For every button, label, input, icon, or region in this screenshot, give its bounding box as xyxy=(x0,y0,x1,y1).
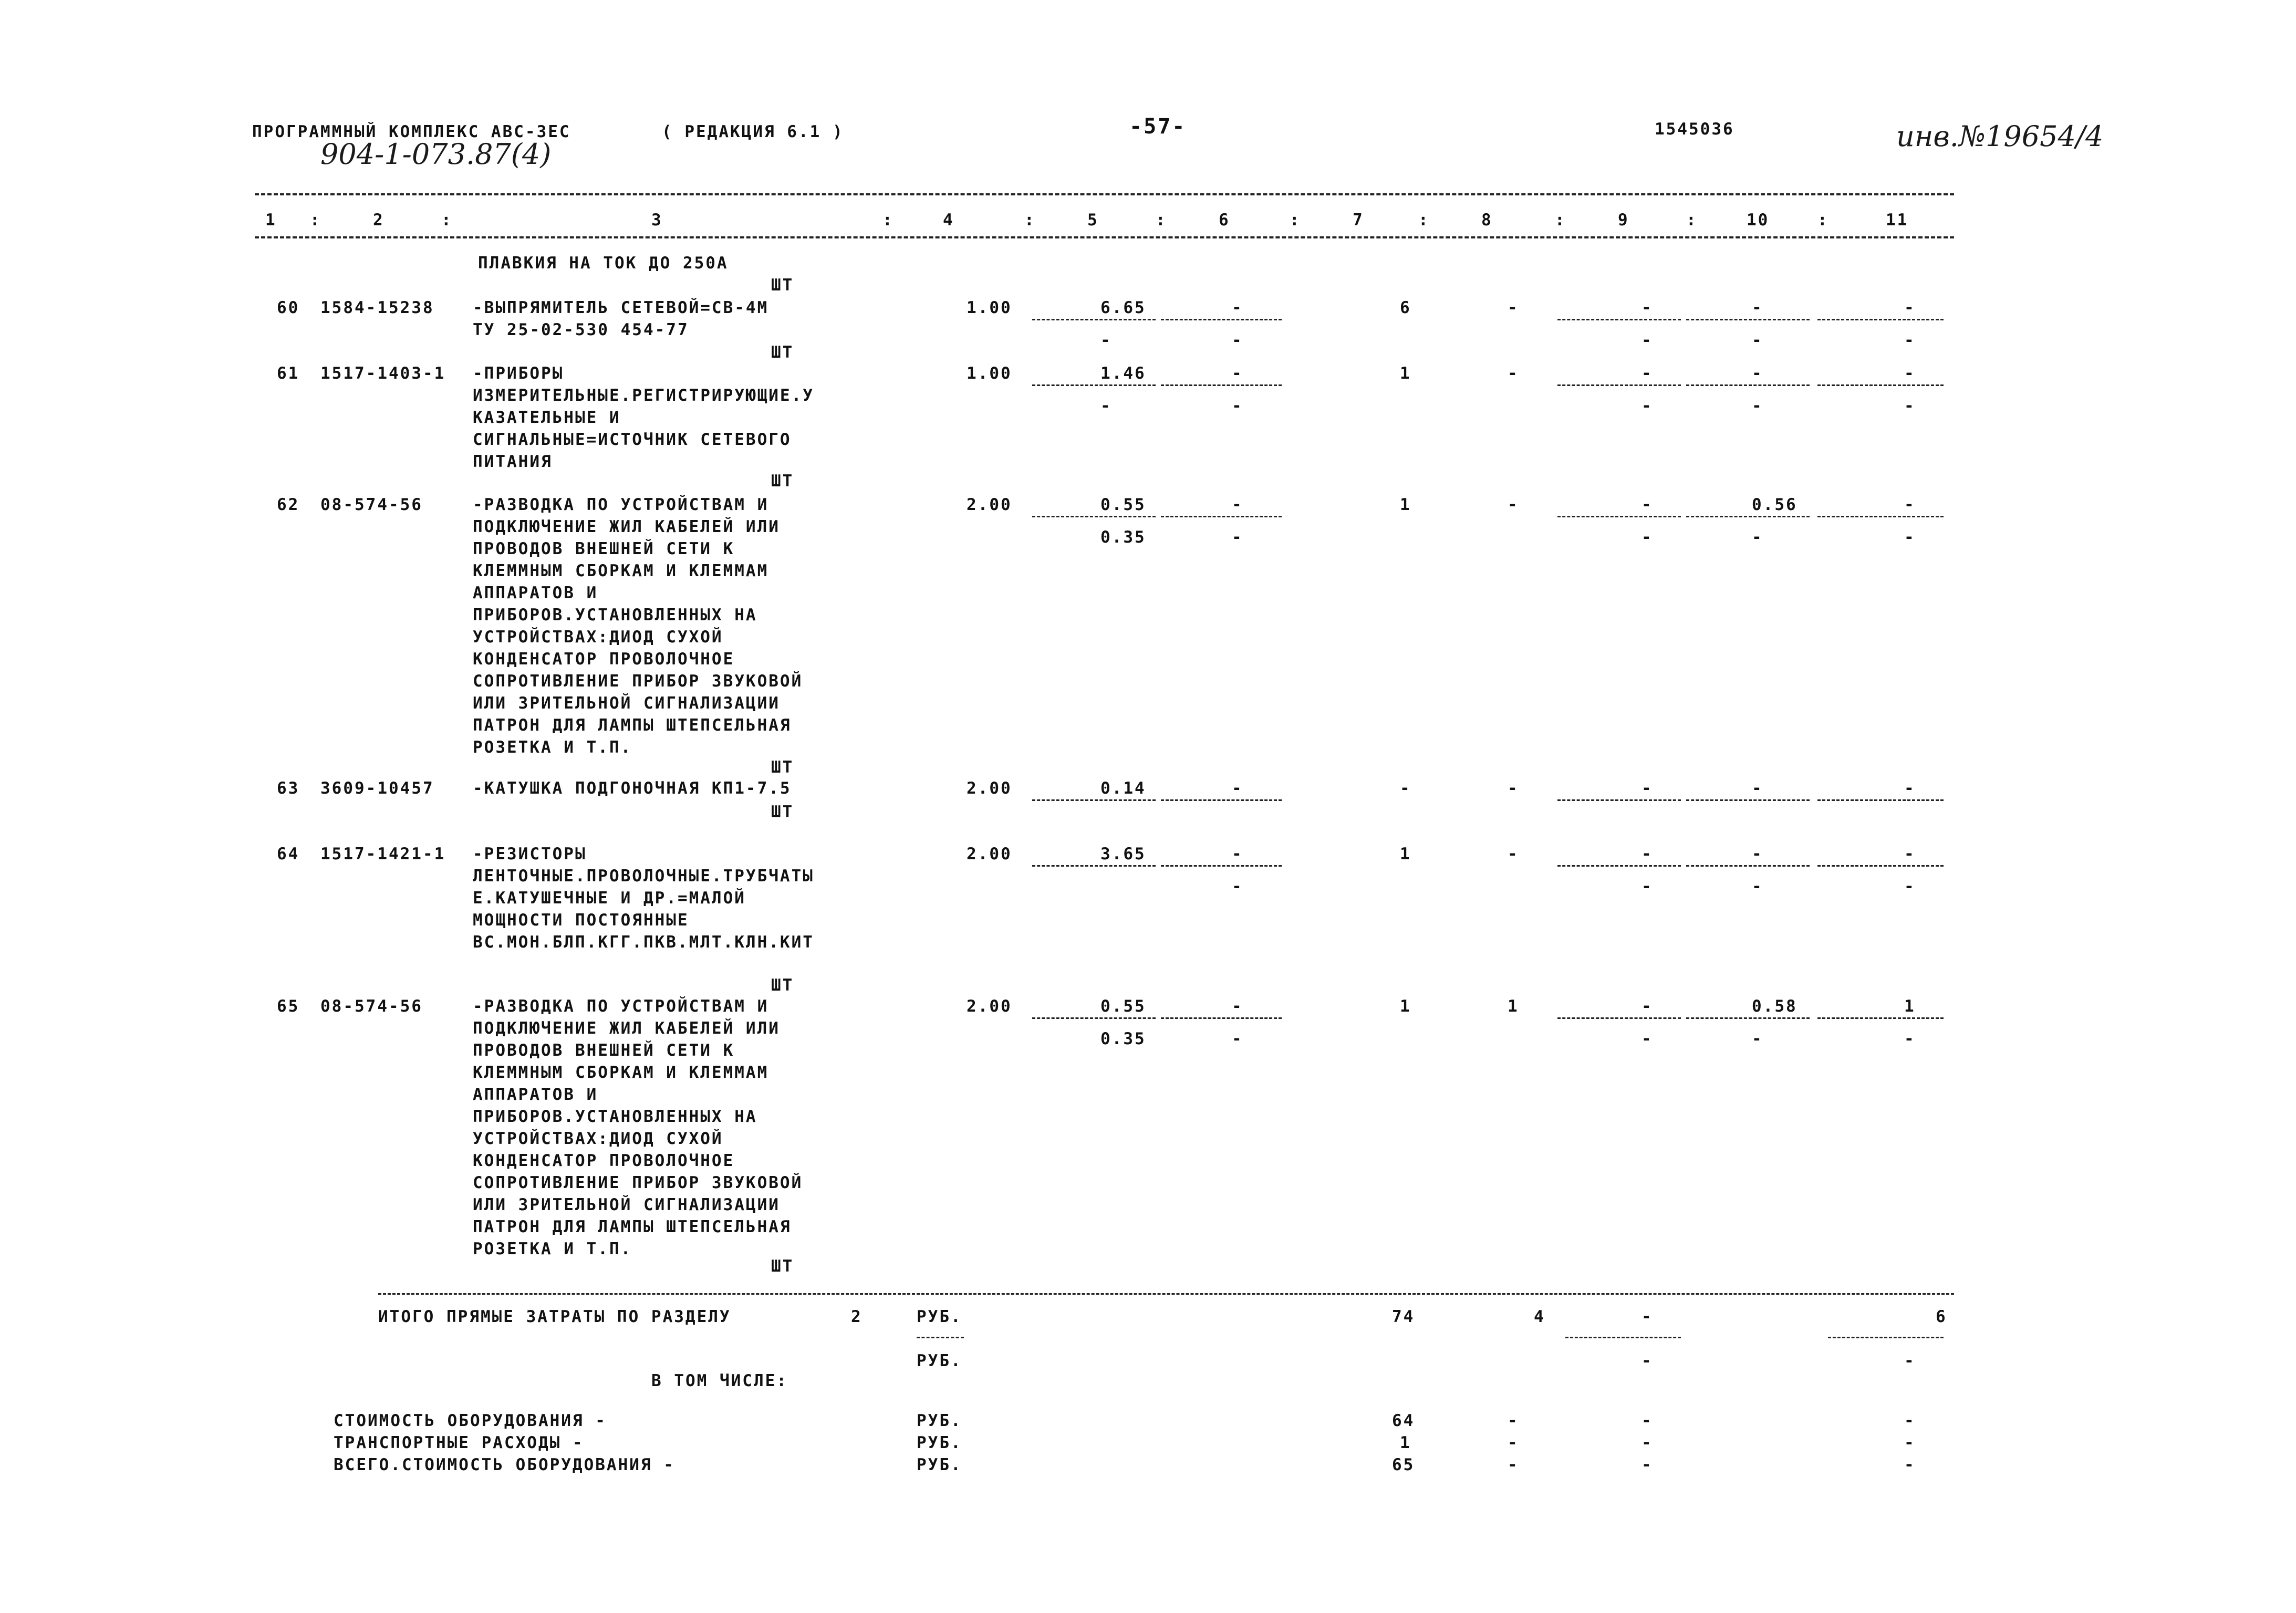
summary-total-col7: 65 xyxy=(1392,1455,1415,1474)
row-quantity: 2.00 xyxy=(967,997,1012,1016)
intro-line: ПЛАВКИЯ НА ТОК ДО 250А xyxy=(478,254,729,273)
row-quantity: 2.00 xyxy=(967,495,1012,514)
summary-equipment-currency: РУБ. xyxy=(917,1411,962,1430)
row-description-line: РОЗЕТКА И Т.П. xyxy=(473,738,632,757)
row-dash-col10 xyxy=(1686,384,1810,386)
summary-equipment-col8: - xyxy=(1508,1411,1519,1430)
col-sep: : xyxy=(1156,211,1167,230)
row-description-line: ТУ 25-02-530 454-77 xyxy=(473,320,689,339)
row-dash-col11 xyxy=(1817,799,1944,801)
edition-label: ( РЕДАКЦИЯ 6.1 ) xyxy=(662,122,844,141)
col-sep: : xyxy=(1418,211,1430,230)
row-col8: 1 xyxy=(1508,997,1519,1016)
row-dash-col6 xyxy=(1161,319,1282,320)
row-col7: - xyxy=(1400,779,1411,798)
unit-label: ШТ xyxy=(771,276,794,295)
row-col9-second: - xyxy=(1642,1029,1653,1048)
col-header-1: 1 xyxy=(265,211,277,230)
row-col9: - xyxy=(1642,364,1653,383)
row-description-line: УСТРОЙСТВАХ:ДИОД СУХОЙ xyxy=(473,1129,723,1148)
row-col8: - xyxy=(1508,495,1519,514)
row-description-line: -ПРИБОРЫ xyxy=(473,364,564,383)
row-col9-second: - xyxy=(1642,397,1653,415)
row-description-line: ПАТРОН ДЛЯ ЛАМПЫ ШТЕПСЕЛЬНАЯ xyxy=(473,1217,792,1236)
row-col5-second: - xyxy=(1100,331,1112,350)
row-col6-second: - xyxy=(1232,877,1243,896)
col-sep: : xyxy=(1817,211,1829,230)
row-col6-second: - xyxy=(1232,528,1243,547)
summary-total-col11: - xyxy=(1904,1455,1916,1474)
row-quantity: 1.00 xyxy=(967,364,1012,383)
totals-label: ИТОГО ПРЯМЫЕ ЗАТРАТЫ ПО РАЗДЕЛУ xyxy=(378,1307,731,1326)
row-col10: - xyxy=(1752,364,1763,383)
row-dash-col11 xyxy=(1817,384,1944,386)
row-number: 60 xyxy=(277,298,300,317)
col-sep: : xyxy=(1555,211,1566,230)
summary-transport-col8: - xyxy=(1508,1433,1519,1452)
row-col6-second: - xyxy=(1232,331,1243,350)
row-dash-col10 xyxy=(1686,865,1810,867)
row-col11: - xyxy=(1904,495,1916,514)
row-dash-col10 xyxy=(1686,319,1810,320)
row-description-line: ЛЕНТОЧНЫЕ.ПРОВОЛОЧНЫЕ.ТРУБЧАТЫ xyxy=(473,867,814,886)
summary-equipment-col7: 64 xyxy=(1392,1411,1415,1430)
handwritten-designation: 904-1-073.87(4) xyxy=(320,138,552,171)
row-quantity: 2.00 xyxy=(967,845,1012,863)
summary-equipment-col11: - xyxy=(1904,1411,1916,1430)
header-rule-bottom xyxy=(255,236,1954,238)
row-code: 1517-1421-1 xyxy=(320,845,446,863)
row-unit-label: ШТ xyxy=(771,472,794,491)
row-dash-col5 xyxy=(1032,799,1156,801)
row-col11-second: - xyxy=(1904,397,1916,415)
row-col10: - xyxy=(1752,779,1763,798)
row-col6: - xyxy=(1232,364,1243,383)
row-col11-second: - xyxy=(1904,331,1916,350)
col-sep: : xyxy=(882,211,894,230)
row-col11: - xyxy=(1904,779,1916,798)
row-col8: - xyxy=(1508,845,1519,863)
row-col5: 1.46 xyxy=(1100,364,1146,383)
row-col7: 1 xyxy=(1400,845,1411,863)
row-col10: - xyxy=(1752,845,1763,863)
row-description-line: СОПРОТИВЛЕНИЕ ПРИБОР ЗВУКОВОЙ xyxy=(473,672,803,691)
row-col5-second: 0.35 xyxy=(1100,1029,1146,1048)
row-col9: - xyxy=(1642,495,1653,514)
row-description-line: -РАЗВОДКА ПО УСТРОЙСТВАМ И xyxy=(473,495,769,514)
row-dash-col9 xyxy=(1557,516,1681,517)
row-col5: 0.55 xyxy=(1100,495,1146,514)
row-description-line: КЛЕММНЫМ СБОРКАМ И КЛЕММАМ xyxy=(473,561,769,580)
row-dash-col5 xyxy=(1032,865,1156,867)
row-col9: - xyxy=(1642,845,1653,863)
row-col9-second: - xyxy=(1642,877,1653,896)
col-header-3: 3 xyxy=(651,211,663,230)
col-header-5: 5 xyxy=(1087,211,1099,230)
totals-col11-second: - xyxy=(1904,1351,1916,1370)
summary-total-col9: - xyxy=(1642,1455,1653,1474)
col-sep: : xyxy=(310,211,321,230)
row-description-line: ПРОВОДОВ ВНЕШНЕЙ СЕТИ К xyxy=(473,539,735,558)
totals-currency-second: РУБ. xyxy=(917,1351,962,1370)
row-description-line: АППАРАТОВ И xyxy=(473,1085,598,1104)
col-header-7: 7 xyxy=(1353,211,1364,230)
summary-equipment-col9: - xyxy=(1642,1411,1653,1430)
row-col5: 0.55 xyxy=(1100,997,1146,1016)
document-code: 1545036 xyxy=(1655,120,1734,139)
row-dash-col5 xyxy=(1032,319,1156,320)
row-description-line: -РЕЗИСТОРЫ xyxy=(473,845,587,863)
row-description-line: ВС.МОН.БЛП.КГГ.ПКВ.МЛТ.КЛН.КИТ xyxy=(473,933,814,952)
row-col9: - xyxy=(1642,779,1653,798)
row-unit-label: ШТ xyxy=(771,803,794,821)
summary-transport-col11: - xyxy=(1904,1433,1916,1452)
row-col10: 0.56 xyxy=(1752,495,1798,514)
row-code: 1584-15238 xyxy=(320,298,434,317)
row-dash-col11 xyxy=(1817,1017,1944,1019)
summary-transport-col9: - xyxy=(1642,1433,1653,1452)
row-dash-col9 xyxy=(1557,384,1681,386)
row-dash-col11 xyxy=(1817,516,1944,517)
row-col6-second: - xyxy=(1232,397,1243,415)
summary-total-col8: - xyxy=(1508,1455,1519,1474)
totals-col7: 74 xyxy=(1392,1307,1415,1326)
row-col6: - xyxy=(1232,298,1243,317)
row-dash-col10 xyxy=(1686,516,1810,517)
row-col10-second: - xyxy=(1752,877,1763,896)
totals-col8: 4 xyxy=(1534,1307,1545,1326)
row-col5: 3.65 xyxy=(1100,845,1146,863)
row-col5: 6.65 xyxy=(1100,298,1146,317)
row-dash-col6 xyxy=(1161,865,1282,867)
row-col7: 6 xyxy=(1400,298,1411,317)
row-col8: - xyxy=(1508,364,1519,383)
row-description-line: СИГНАЛЬНЫЕ=ИСТОЧНИК СЕТЕВОГО xyxy=(473,430,792,449)
row-col9-second: - xyxy=(1642,331,1653,350)
row-col11-second: - xyxy=(1904,1029,1916,1048)
row-description-line: АППАРАТОВ И xyxy=(473,584,598,602)
row-number: 62 xyxy=(277,495,300,514)
row-dash-col5 xyxy=(1032,516,1156,517)
row-dash-col9 xyxy=(1557,865,1681,867)
col-header-11: 11 xyxy=(1886,211,1909,230)
summary-equipment-label: СТОИМОСТЬ ОБОРУДОВАНИЯ - xyxy=(334,1411,607,1430)
row-dash-col6 xyxy=(1161,799,1282,801)
row-col10-second: - xyxy=(1752,528,1763,547)
row-code: 1517-1403-1 xyxy=(320,364,446,383)
row-col11-second: - xyxy=(1904,877,1916,896)
row-description-line: -КАТУШКА ПОДГОНОЧНАЯ КП1-7.5 xyxy=(473,779,792,798)
row-description-line: -ВЫПРЯМИТЕЛЬ СЕТЕВОЙ=СВ-4М xyxy=(473,298,769,317)
row-col8: - xyxy=(1508,298,1519,317)
col-sep: : xyxy=(1686,211,1698,230)
row-description-line: ПРИБОРОВ.УСТАНОВЛЕННЫХ НА xyxy=(473,1107,757,1126)
row-description-line: КАЗАТЕЛЬНЫЕ И xyxy=(473,408,621,427)
row-unit-label: ШТ xyxy=(771,343,794,362)
row-col11: - xyxy=(1904,364,1916,383)
totals-rule xyxy=(378,1293,1954,1295)
summary-total-currency: РУБ. xyxy=(917,1455,962,1474)
totals-section: 2 xyxy=(851,1307,863,1326)
row-col5-second: - xyxy=(1100,397,1112,415)
summary-transport-label: ТРАНСПОРТНЫЕ РАСХОДЫ - xyxy=(334,1433,584,1452)
totals-col9: - xyxy=(1642,1307,1653,1326)
totals-dash-currency xyxy=(917,1337,964,1338)
row-description-line: РОЗЕТКА И Т.П. xyxy=(473,1240,632,1258)
totals-col11: 6 xyxy=(1936,1307,1947,1326)
row-number: 65 xyxy=(277,997,300,1016)
col-sep: : xyxy=(1024,211,1036,230)
row-dash-col6 xyxy=(1161,516,1282,517)
row-number: 61 xyxy=(277,364,300,383)
row-dash-col9 xyxy=(1557,799,1681,801)
row-col5-second: 0.35 xyxy=(1100,528,1146,547)
totals-currency: РУБ. xyxy=(917,1307,962,1326)
row-dash-col10 xyxy=(1686,1017,1810,1019)
row-number: 63 xyxy=(277,779,300,798)
row-col11: 1 xyxy=(1904,997,1916,1016)
row-col10-second: - xyxy=(1752,1029,1763,1048)
page-number: -57- xyxy=(1129,115,1187,139)
totals-col9-second: - xyxy=(1642,1351,1653,1370)
row-col10-second: - xyxy=(1752,397,1763,415)
row-quantity: 2.00 xyxy=(967,779,1012,798)
row-col8: - xyxy=(1508,779,1519,798)
row-unit-label: ШТ xyxy=(771,976,794,995)
col-header-10: 10 xyxy=(1747,211,1770,230)
row-col10: - xyxy=(1752,298,1763,317)
row-description-line: -РАЗВОДКА ПО УСТРОЙСТВАМ И xyxy=(473,997,769,1016)
col-header-2: 2 xyxy=(373,211,385,230)
row-unit-label: ШТ xyxy=(771,1257,794,1276)
col-header-4: 4 xyxy=(943,211,954,230)
row-col9: - xyxy=(1642,997,1653,1016)
row-dash-col6 xyxy=(1161,384,1282,386)
totals-dash-11 xyxy=(1828,1337,1944,1338)
row-dash-col6 xyxy=(1161,1017,1282,1019)
row-description-line: ИЛИ ЗРИТЕЛЬНОЙ СИГНАЛИЗАЦИИ xyxy=(473,1195,780,1214)
row-dash-col5 xyxy=(1032,1017,1156,1019)
row-description-line: ИЗМЕРИТЕЛЬНЫЕ.РЕГИСТРИРУЮЩИЕ.У xyxy=(473,386,814,405)
row-code: 08-574-56 xyxy=(320,997,423,1016)
handwritten-inventory: инв.№19654/4 xyxy=(1896,120,2104,153)
row-description-line: ПИТАНИЯ xyxy=(473,452,553,471)
program-title: ПРОГРАММНЫЙ КОМПЛЕКС АВС-3ЕС xyxy=(252,122,571,141)
row-description-line: СОПРОТИВЛЕНИЕ ПРИБОР ЗВУКОВОЙ xyxy=(473,1173,803,1192)
row-col9: - xyxy=(1642,298,1653,317)
row-description-line: ПОДКЛЮЧЕНИЕ ЖИЛ КАБЕЛЕЙ ИЛИ xyxy=(473,1019,780,1038)
col-sep: : xyxy=(1290,211,1301,230)
row-col5: 0.14 xyxy=(1100,779,1146,798)
row-code: 3609-10457 xyxy=(320,779,434,798)
row-description-line: Е.КАТУШЕЧНЫЕ И ДР.=МАЛОЙ xyxy=(473,889,746,908)
row-col7: 1 xyxy=(1400,364,1411,383)
row-description-line: ПОДКЛЮЧЕНИЕ ЖИЛ КАБЕЛЕЙ ИЛИ xyxy=(473,517,780,536)
row-quantity: 1.00 xyxy=(967,298,1012,317)
row-dash-col9 xyxy=(1557,319,1681,320)
summary-transport-col7: 1 xyxy=(1400,1433,1411,1452)
row-unit-label: ШТ xyxy=(771,758,794,777)
row-description-line: КЛЕММНЫМ СБОРКАМ И КЛЕММАМ xyxy=(473,1063,769,1082)
col-header-9: 9 xyxy=(1618,211,1629,230)
row-col7: 1 xyxy=(1400,997,1411,1016)
row-description-line: МОЩНОСТИ ПОСТОЯННЫЕ xyxy=(473,911,689,930)
row-description-line: ИЛИ ЗРИТЕЛЬНОЙ СИГНАЛИЗАЦИИ xyxy=(473,694,780,713)
row-code: 08-574-56 xyxy=(320,495,423,514)
row-col6: - xyxy=(1232,495,1243,514)
col-header-8: 8 xyxy=(1481,211,1493,230)
row-number: 64 xyxy=(277,845,300,863)
row-col9-second: - xyxy=(1642,528,1653,547)
row-col6: - xyxy=(1232,997,1243,1016)
row-description-line: УСТРОЙСТВАХ:ДИОД СУХОЙ xyxy=(473,628,723,647)
row-col6: - xyxy=(1232,845,1243,863)
row-dash-col5 xyxy=(1032,384,1156,386)
row-col11: - xyxy=(1904,298,1916,317)
col-sep: : xyxy=(441,211,453,230)
row-col10-second: - xyxy=(1752,331,1763,350)
totals-dash-9 xyxy=(1565,1337,1681,1338)
row-description-line: КОНДЕНСАТОР ПРОВОЛОЧНОЕ xyxy=(473,1151,735,1170)
header-rule-top xyxy=(255,193,1954,195)
row-description-line: ПРИБОРОВ.УСТАНОВЛЕННЫХ НА xyxy=(473,606,757,625)
row-description-line: ПРОВОДОВ ВНЕШНЕЙ СЕТИ К xyxy=(473,1041,735,1060)
row-dash-col9 xyxy=(1557,1017,1681,1019)
row-dash-col11 xyxy=(1817,865,1944,867)
row-col11-second: - xyxy=(1904,528,1916,547)
summary-transport-currency: РУБ. xyxy=(917,1433,962,1452)
row-dash-col11 xyxy=(1817,319,1944,320)
row-col10: 0.58 xyxy=(1752,997,1798,1016)
row-description-line: КОНДЕНСАТОР ПРОВОЛОЧНОЕ xyxy=(473,650,735,669)
col-header-6: 6 xyxy=(1219,211,1230,230)
row-dash-col10 xyxy=(1686,799,1810,801)
including-label: В ТОМ ЧИСЛЕ: xyxy=(651,1371,788,1390)
row-col7: 1 xyxy=(1400,495,1411,514)
row-col6: - xyxy=(1232,779,1243,798)
row-description-line: ПАТРОН ДЛЯ ЛАМПЫ ШТЕПСЕЛЬНАЯ xyxy=(473,716,792,735)
row-col11: - xyxy=(1904,845,1916,863)
summary-total-label: ВСЕГО.СТОИМОСТЬ ОБОРУДОВАНИЯ - xyxy=(334,1455,675,1474)
row-col6-second: - xyxy=(1232,1029,1243,1048)
